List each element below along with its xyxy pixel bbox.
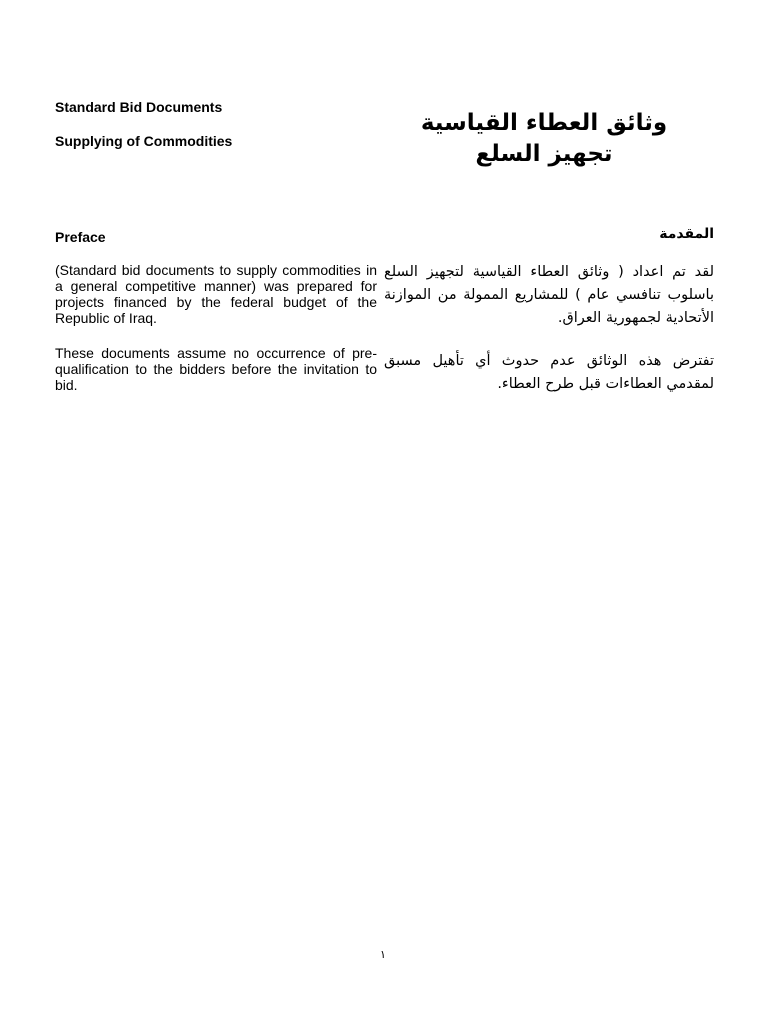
english-doc-subtitle: Supplying of Commodities <box>55 133 233 149</box>
english-preface-heading: Preface <box>55 229 106 245</box>
english-doc-title: Standard Bid Documents <box>55 99 223 115</box>
arabic-doc-subtitle: تجهيز السلع <box>475 141 613 167</box>
arabic-title-block <box>394 108 694 170</box>
arabic-preface-paragraph-1: لقد تم اعداد ( وثائق العطاء القياسية لتجهيز السلع باسلوب تنافسي عام ) للمشاريع الممولة من الموازنة الأتحادية لجمهورية العراق. <box>384 264 714 326</box>
arabic-preface-paragraph-2: تفترض هذه الوثائق عدم حدوث أي تأهيل مسبق لمقدمي العطاءات قبل طرح العطاء. <box>384 353 714 392</box>
page-number: ١ <box>380 948 386 961</box>
arabic-doc-title: وثائق العطاء القياسية <box>420 110 668 136</box>
arabic-preface-heading: المقدمة <box>659 226 714 242</box>
english-preface-paragraph-2: These documents assume no occurrence of pre-qualification to the bidders before the invitation to bid. <box>55 345 377 393</box>
english-preface-paragraph-1: (Standard bid documents to supply commodities in a general competitive manner) was prepared for projects financed by the federal budget of the Republic of Iraq. <box>55 262 377 326</box>
